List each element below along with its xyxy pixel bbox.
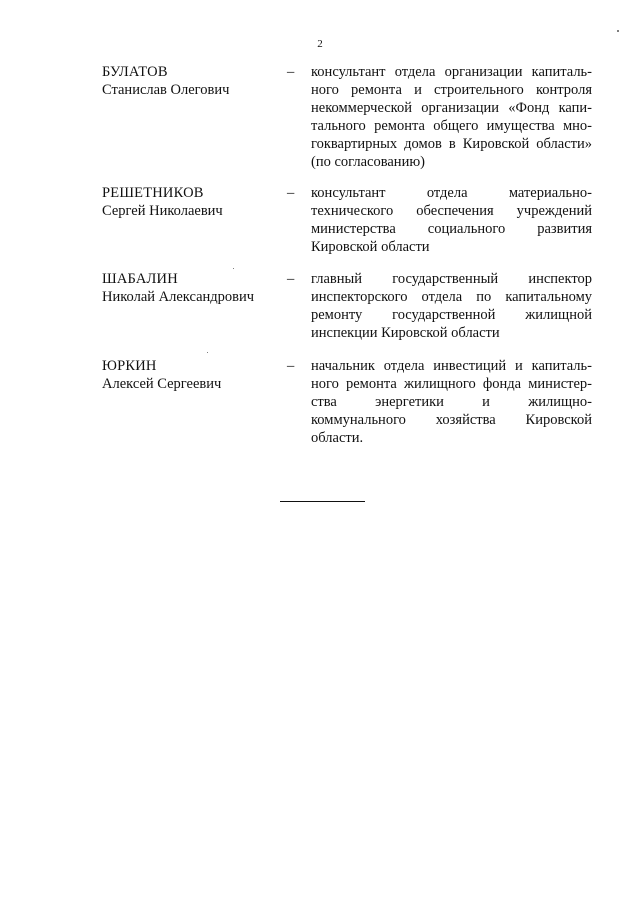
- description-line: Кировской области: [311, 239, 430, 255]
- description-line: министерства социального развития: [311, 221, 592, 237]
- page-number: 2: [317, 38, 323, 50]
- surname: БУЛАТОВ: [102, 64, 168, 80]
- position-description: [311, 357, 592, 447]
- person-name: [102, 357, 277, 393]
- position-description: [311, 184, 592, 256]
- dash-separator: –: [287, 185, 295, 201]
- surname: ШАБАЛИН: [102, 271, 178, 287]
- given-names: Станислав Олегович: [102, 82, 230, 98]
- description-line: ремонту государственной жилищной: [311, 307, 592, 323]
- description-line: тального ремонта общего имущества мно-: [311, 118, 592, 134]
- description-line: гоквартирных домов в Кировской области»: [311, 136, 592, 152]
- given-names: Сергей Николаевич: [102, 203, 223, 219]
- description-line: коммунального хозяйства Кировской: [311, 412, 592, 428]
- person-name: [102, 184, 277, 220]
- description-line: инспекции Кировской области: [311, 325, 500, 341]
- surname: ЮРКИН: [102, 358, 157, 374]
- scan-speck: [207, 352, 208, 353]
- description-line: главный государственный инспектор: [311, 271, 592, 287]
- description-line: начальник отдела инвестиций и капиталь-: [311, 358, 592, 374]
- description-line: (по согласованию): [311, 154, 425, 170]
- description-line: консультант отдела материально-: [311, 185, 592, 201]
- scan-speck: [617, 30, 619, 32]
- person-name: [102, 63, 277, 99]
- position-description: [311, 270, 592, 342]
- dash-separator: –: [287, 358, 295, 374]
- description-line: ства энергетики и жилищно-: [311, 394, 592, 410]
- description-line: ного ремонта и строительного контроля: [311, 82, 592, 98]
- dash-separator: –: [287, 64, 295, 80]
- closing-rule: [280, 501, 365, 502]
- description-line: инспекторского отдела по капитальному: [311, 289, 592, 305]
- given-names: Алексей Сергеевич: [102, 376, 222, 392]
- position-description: [311, 63, 592, 171]
- description-line: области.: [311, 430, 364, 446]
- person-name: [102, 270, 277, 306]
- description-line: технического обеспечения учреждений: [311, 203, 592, 219]
- surname: РЕШЕТНИКОВ: [102, 185, 204, 201]
- scan-speck: [233, 268, 234, 269]
- dash-separator: –: [287, 271, 295, 287]
- given-names: Николай Александрович: [102, 289, 255, 305]
- description-line: некоммерческой организации «Фонд капи-: [311, 100, 592, 116]
- description-line: ного ремонта жилищного фонда министер-: [311, 376, 592, 392]
- description-line: консультант отдела организации капиталь-: [311, 64, 592, 80]
